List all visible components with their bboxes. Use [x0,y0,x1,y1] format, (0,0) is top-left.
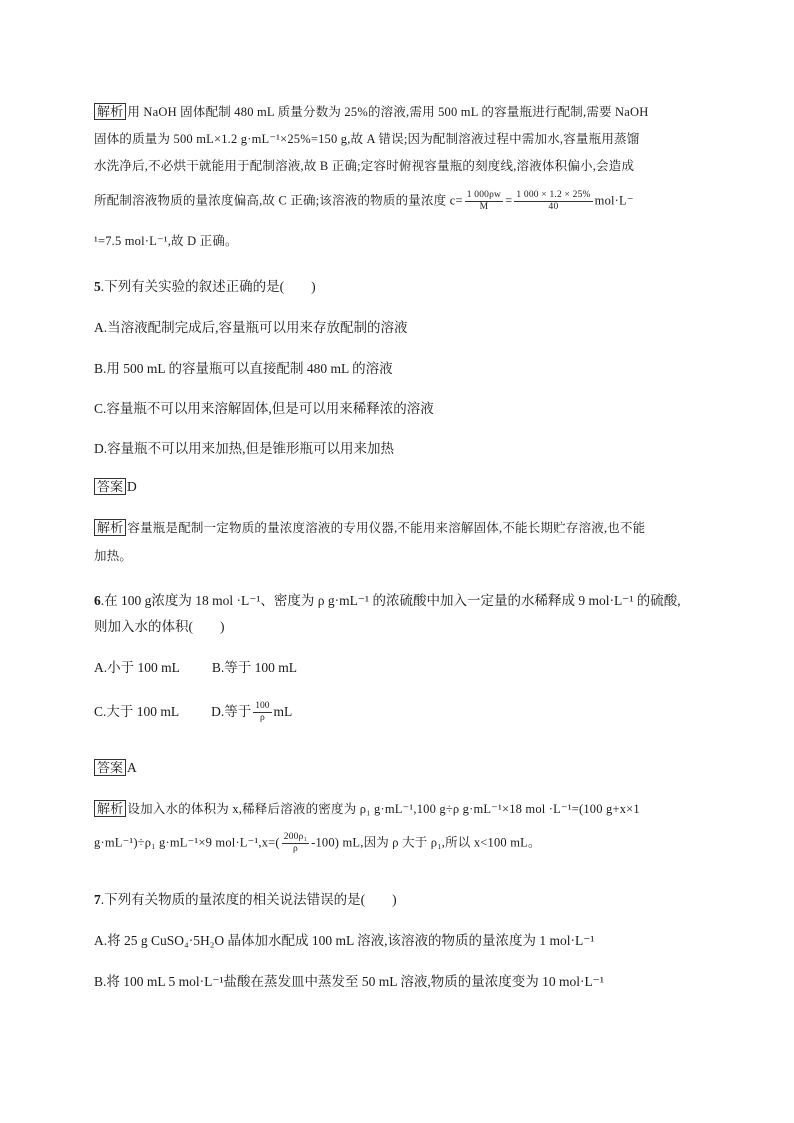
question-5-analysis-1: 解析 容量瓶是配制一定物质的量浓度溶液的专用仪器,不能用来溶解固体,不能长期贮存溶液,也不能 [94,518,645,536]
fraction: $\frac{1 000 \times 1.2 \times 25\%}{40}$ [516,190,591,212]
analysis-tag: 解析 [94,519,126,536]
analysis-4-line-1: 解析 用 NaOH 固体配制 480 mL 质量分数为 25%的溶液,需用 500 mL 的容量瓶进行配制,需要 NaOH [94,102,648,120]
question-5-option-a: A.当溶液配制完成后,容量瓶可以用来存放配制的溶液 [94,320,408,335]
analysis-4-line-5: ¹=7.5 mol·L⁻¹,故 D 正确。 [94,234,238,248]
analysis-tag: 解析 [94,800,126,817]
question-6-stem-1: 6.在 100 g浓度为 18 mol ·L⁻¹、密度为 ρ g·mL⁻¹ 的浓硫酸中加入一定量的水稀释成 9 mol·L⁻¹ 的硫酸, [94,593,681,608]
question-6-analysis-1: 解析 设加入水的体积为 x,稀释后溶液的密度为 ρ₁ g·mL⁻¹,100 g÷ρ g·mL⁻¹×18 mol ·L⁻¹=(100 g+x×1 [94,799,640,817]
question-6-option-b: B.等于 100 mL [211,660,298,675]
answer-tag: 答案 [94,478,126,495]
question-7-stem: 7.下列有关物质的量浓度的相关说法错误的是( ) [94,892,397,907]
question-5-answer: 答案 D [94,478,137,495]
analysis-tag: 解析 [94,103,126,120]
question-6-option-c: C.大于 100 mL [94,704,180,719]
fraction: $\frac{\text{200ρ₁}}{\rho}$ [283,832,308,854]
question-6-option-a: A.小于 100 mL [94,660,180,675]
question-6-stem-2: 则加入水的体积( ) [94,619,225,634]
question-6-options-ab [94,656,297,676]
analysis-4-line-2: 固体的质量为 500 mL×1.2 g·mL⁻¹×25%=150 g,故 A 错误;因为配制溶液过程中需加水,容量瓶用蒸馏 [94,132,640,146]
question-6-analysis-2: g·mL⁻¹)÷ρ₁ g·mL⁻¹×9 mol·L⁻¹,x=( $\frac{\text{200ρ₁}}{\rho}$ -100) mL,因为 ρ 大于 ρ₁,所以 x<100 mL。 [94,832,541,854]
question-7-option-b: B.将 100 mL 5 mol·L⁻¹盐酸在蒸发皿中蒸发至 50 mL 溶液,物质的量浓度变为 10 mol·L⁻¹ [94,974,604,989]
question-6-option-d: D.等于 $\frac{100}{\rho}$ mL [211,701,293,724]
question-5-analysis-2: 加热。 [94,549,133,563]
question-5-stem: 5.下列有关实验的叙述正确的是( ) [94,279,316,294]
question-5-option-b: B.用 500 mL 的容量瓶可以直接配制 480 mL 的溶液 [94,361,393,376]
analysis-4-line-4: 所配制溶液物质的量浓度偏高,故 C 正确;该溶液的物质的量浓度 c= $\frac{1 000\rho w}{M}$ = $\frac{1 000 \times 1.2 \times 25\%}{40}$ mol·L⁻ [94,190,634,212]
fraction: $\frac{1 000\rho w}{M}$ [466,190,502,212]
question-7-option-a: A.将 25 g CuSO₄·5H₂O 晶体加水配成 100 mL 溶液,该溶液的物质的量浓度为 1 mol·L⁻¹ [94,933,595,948]
answer-tag: 答案 [94,759,126,776]
fraction: $\frac{100}{\rho}$ [255,701,270,724]
analysis-4-line-3: 水洗净后,不必烘干就能用于配制溶液,故 B 正确;定容时俯视容量瓶的刻度线,溶液体积偏小,会造成 [94,159,635,173]
question-6-options-cd [94,700,292,724]
question-5-option-c: C.容量瓶不可以用来溶解固体,但是可以用来稀释浓的溶液 [94,401,434,416]
question-6-answer: 答案 A [94,759,137,776]
question-5-option-d: D.容量瓶不可以用来加热,但是锥形瓶可以用来加热 [94,441,394,456]
